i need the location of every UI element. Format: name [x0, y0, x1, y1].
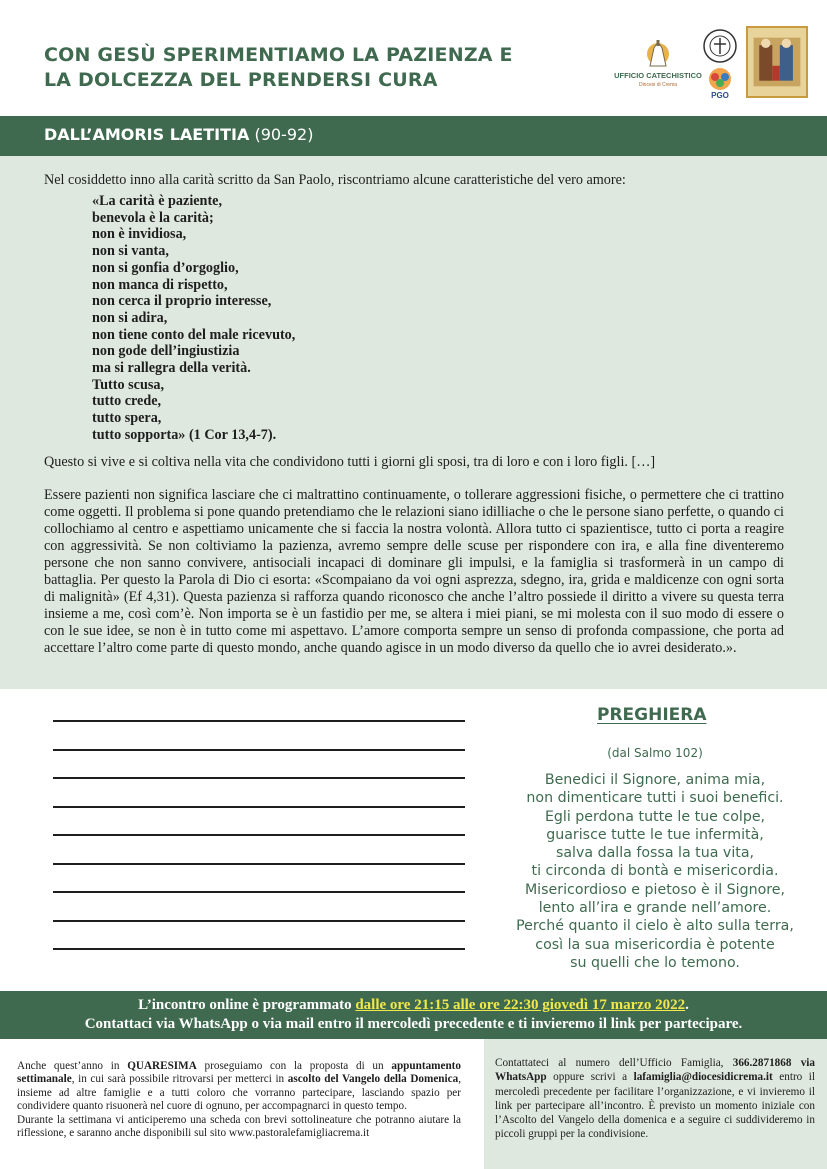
banner-line-1-pre: L’incontro online è programmato: [138, 997, 356, 1013]
footer-right-box: [484, 1039, 827, 1169]
intro-paragraph: Nel cosiddetto inno alla carità scritto da San Paolo, riscontriamo alcune caratteristiche del vero amore:: [44, 172, 626, 188]
fr-text: entro il mercoledì precedente per facilitare l’organizzazione, e vi invieremo il link per partecipare all’incontro. È previsto un momento iniziale con l’Ascolto del Vangelo della domenica e a seguire ci suddivideremo in piccoli gruppi per la condivisione.: [495, 1071, 815, 1141]
note-line[interactable]: [53, 948, 465, 950]
poem-line: tutto sopporta» (1 Cor 13,4-7).: [92, 426, 277, 443]
section-heading-bold: DALL’AMORIS LAETITIA: [44, 125, 250, 144]
footer-left-p1: [17, 1060, 461, 1114]
prayer-line: Egli perdona tutte le tue colpe,: [544, 808, 766, 825]
after-poem-paragraph: Questo si vive e si coltiva nella vita che condividono tutti i giorni gli sposi, tra di loro e con i loro figli. […]: [44, 454, 656, 470]
fl-text: , insieme ad altre famiglie e a tutti coloro che vorranno partecipare, lasciando spazio per condividere quanto risuonerà nel cuore di ognuno, per accompagnarci in questo tempo.: [17, 1073, 461, 1113]
poem-line: non cerca il proprio interesse,: [92, 293, 272, 310]
prayer-line: guarisce tutte le tue infermità,: [546, 826, 764, 843]
section-heading-bar: [0, 116, 827, 156]
whatsapp-number: 366.2871868 via WhatsApp: [495, 1057, 815, 1084]
prayer-text: [500, 771, 810, 972]
note-line[interactable]: [53, 749, 465, 751]
prayer-source: (dal Salmo 102): [607, 746, 703, 760]
holy-family-image: [746, 26, 808, 98]
title-line-1: CON GESÙ SPERIMENTIAMO LA PAZIENZA E: [44, 44, 513, 66]
fl-bold: ascolto del Vangelo della Domenica: [287, 1073, 459, 1086]
prayer-line: su quelli che lo temono.: [570, 954, 740, 971]
svg-text:UFFICIO CATECHISTICO: UFFICIO CATECHISTICO: [614, 71, 702, 80]
fl-text: Anche quest’anno in: [17, 1060, 128, 1072]
footer-left-p2: Durante la settimana vi anticiperemo una scheda con brevi sottolineature che potranno aiutare la riflessione, e saranno anche disponibili sul sito www.pastoralefamigliacrema.it: [17, 1113, 461, 1140]
diocesi-seal-icon: [702, 28, 738, 64]
body-paragraph: Essere pazienti non significa lasciare che ci maltrattino continuamente, o tollerare aggressioni fisiche, o permettere che ci trattino come oggetti. Il problema si pone quando pretendiamo che le relazioni siano idilliache o che le persone siano perfette, o quando ci collochiamo al centro e aspettiamo unicamente che si faccia la nostra volontà. Allora tutto ci spazientisce, tutto ci porta a reagire con aggressività. Se non coltiviamo la pazienza, avremo sempre delle scuse per rispondere con ira, e alla fine diventeremo persone che non sanno convivere, antisociali incapaci di dominare gli impulsi, e la famiglia si trasformerà in un campo di battaglia. Per questo la Parola di Dio ci esorta: «Scompaiano da voi ogni asprezza, sdegno, ira, grida e maldicenze con ogni sorta di malignità» (Ef 4,31). Questa pazienza si rafforza quando riconosco che anche l’altro possiede il diritto a vivere su questa terra insieme a me, così com’è. Non importa se è un fastidio per me, se altera i miei piani, se mi molesta con il suo modo di essere o con le sue idee, se non è in tutto come mi aspettavo. L’amore comporta sempre un senso di profonda compassione, che porta ad accettare l’altro come parte di questo mondo, anche quando agisce in un modo diverso da quello che io avrei desiderato.».: [44, 487, 784, 656]
prayer-line: non dimenticare tutti i suoi benefici.: [526, 790, 784, 807]
ufficio-catechistico-logo: [614, 38, 702, 90]
contact-email[interactable]: lafamiglia@diocesidicrema.it: [633, 1071, 773, 1084]
prayer-line: Benedici il Signore, anima mia,: [544, 772, 766, 788]
note-line[interactable]: [53, 720, 465, 722]
meeting-banner: [0, 991, 827, 1039]
page-title: [44, 43, 513, 93]
title-line-2: LA DOLCEZZA DEL PRENDERSI CURA: [44, 69, 438, 91]
section-heading-ref: (90-92): [254, 125, 314, 144]
fl-text: proseguiamo con la proposta di un: [196, 1060, 392, 1072]
hymn-of-charity: [92, 193, 295, 444]
poem-line: non è invidiosa,: [92, 226, 187, 243]
note-line[interactable]: [53, 891, 465, 893]
prayer-line: salva dalla fossa la tua vita,: [555, 845, 755, 862]
poem-line: non gode dell’ingiustizia: [92, 343, 240, 360]
poem-line: non manca di rispetto,: [92, 276, 228, 293]
section-heading: [44, 125, 313, 144]
poem-line: benevola è la carità;: [92, 209, 214, 226]
note-line[interactable]: [53, 863, 465, 865]
header: [0, 0, 827, 116]
prayer-line: così la sua misericordia è potente: [535, 936, 775, 953]
meeting-date-highlight: dalle ore 21:15 alle ore 22:30 giovedì 17 marzo 2022: [355, 997, 686, 1013]
notes-lines: [53, 720, 465, 977]
prayer-line: lento all’ira e grande nell’amore.: [538, 900, 772, 917]
footer-left-text: [17, 1060, 461, 1140]
fl-text: , in cui sarà possibile ritrovarsi per metterci in: [71, 1073, 288, 1086]
poem-line: non si vanta,: [92, 243, 169, 260]
footer-right-text: [495, 1056, 815, 1142]
banner-line-1: [0, 997, 827, 1014]
prayer-line: ti circonda di bontà e misericordia.: [531, 863, 779, 880]
poem-line: non tiene conto del male ricevuto,: [92, 326, 296, 343]
prayer-heading: PREGHIERA: [597, 705, 707, 725]
poem-line: non si adira,: [92, 309, 168, 326]
poem-line: ma si rallegra della verità.: [92, 360, 251, 377]
note-line[interactable]: [53, 777, 465, 779]
poem-line: non si gonfia d’orgoglio,: [92, 259, 239, 276]
fr-text: oppure scrivi a: [546, 1071, 634, 1084]
prayer-line: Misericordioso e pietoso è il Signore,: [524, 881, 786, 898]
fl-bold: appuntamento settimanale: [17, 1060, 461, 1086]
poem-line: tutto spera,: [92, 410, 162, 427]
poem-line: «La carità è paziente,: [92, 193, 223, 209]
fl-bold: QUARESIMA: [127, 1060, 197, 1072]
svg-text:PGO: PGO: [711, 91, 729, 100]
fr-text: Contattateci al numero dell’Ufficio Famiglia,: [495, 1057, 733, 1069]
banner-line-1-post: .: [685, 997, 689, 1013]
note-line[interactable]: [53, 834, 465, 836]
note-line[interactable]: [53, 806, 465, 808]
note-line[interactable]: [53, 920, 465, 922]
prayer-line: Perché quanto il cielo è alto sulla terra,: [516, 918, 794, 935]
banner-line-2: Contattaci via WhatsApp o via mail entro il mercoledì precedente e ti invieremo il link per partecipare.: [84, 1016, 743, 1032]
poem-line: tutto crede,: [92, 393, 162, 410]
svg-text:Diocesi di Crema: Diocesi di Crema: [638, 82, 678, 88]
poem-line: Tutto scusa,: [92, 376, 165, 393]
pgo-logo: [703, 66, 737, 100]
